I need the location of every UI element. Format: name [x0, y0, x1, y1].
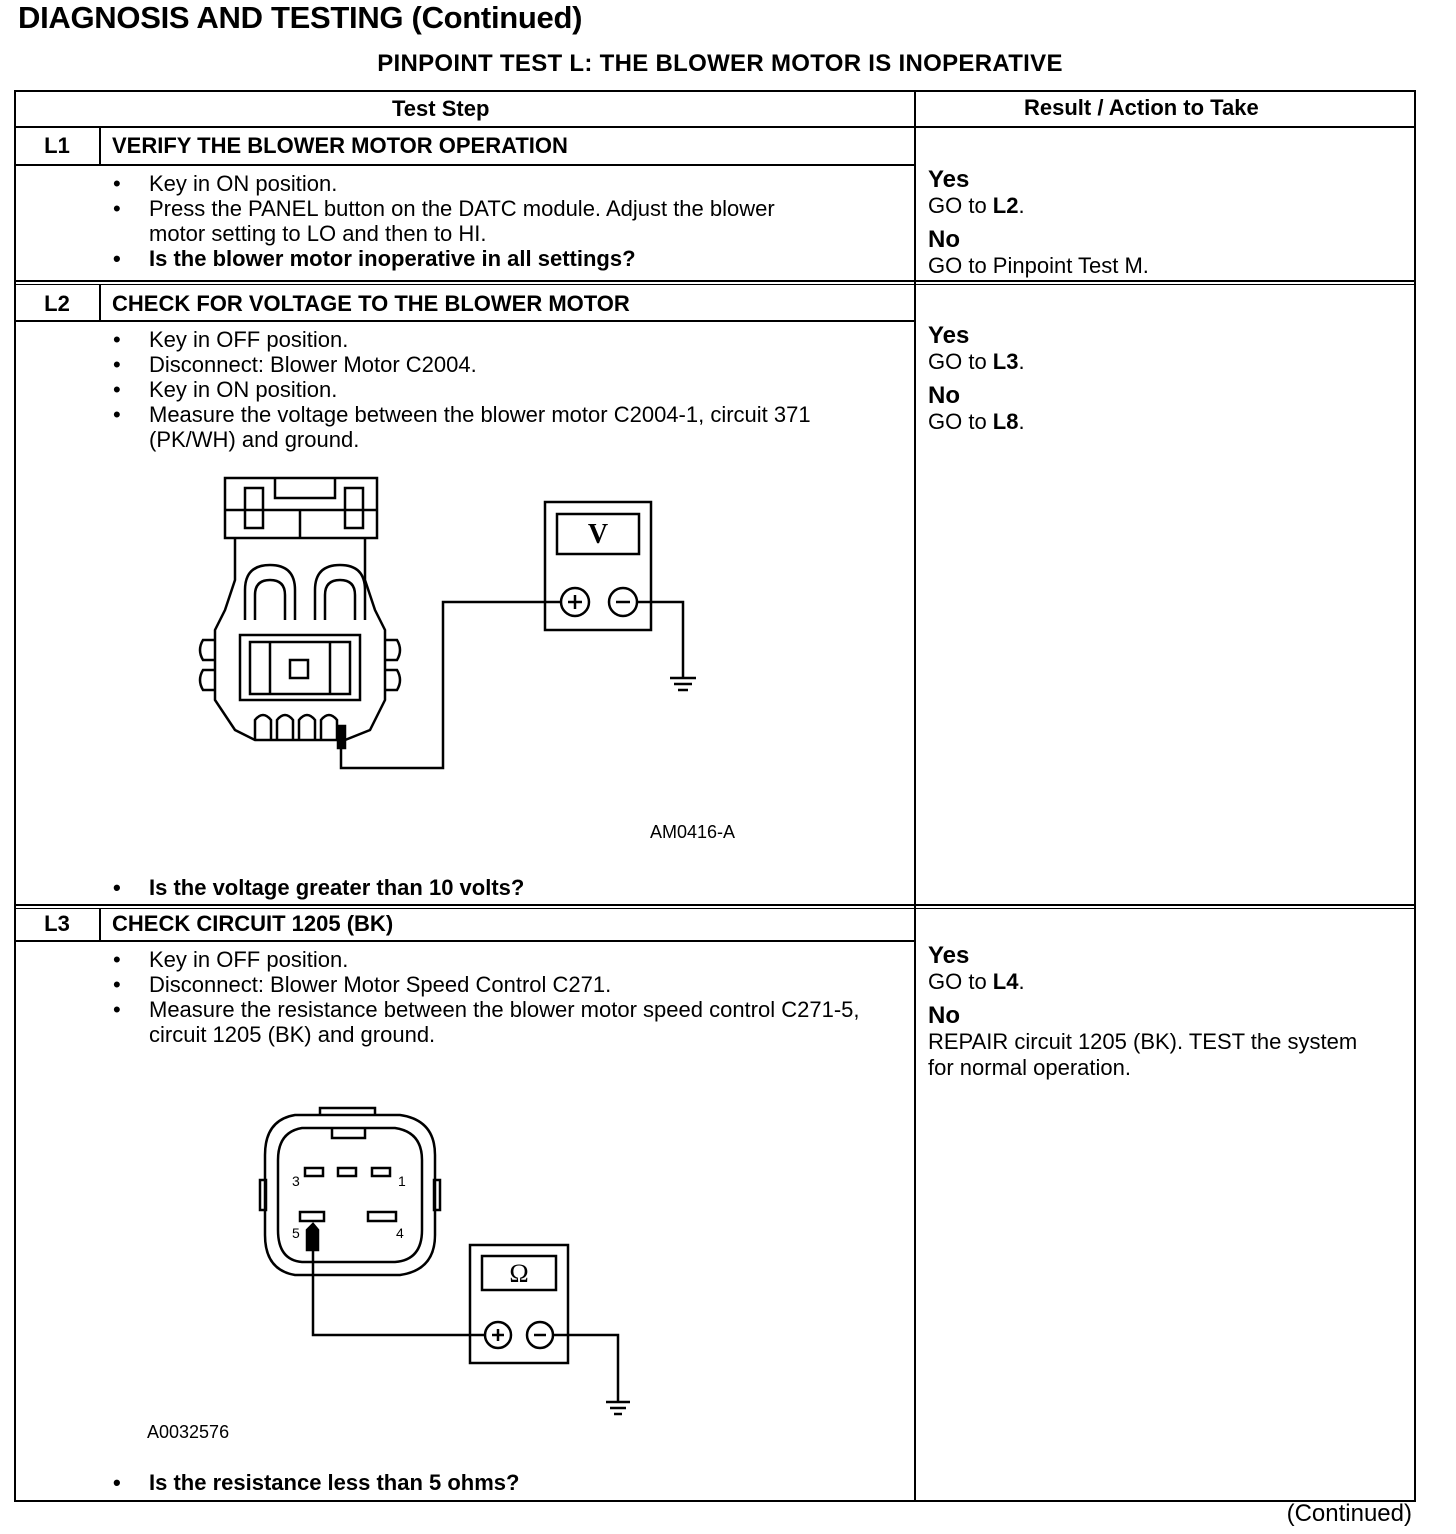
step-title: VERIFY THE BLOWER MOTOR OPERATION [112, 133, 568, 158]
instruction: • Measure the resistance between the blower motor speed control C271-5, circuit 1205 (BK) and ground. [113, 997, 883, 1047]
step-id: L1 [44, 133, 70, 158]
result-action [928, 943, 1368, 1081]
no-action: GO to Pinpoint Test M. [928, 253, 1149, 278]
instruction: • Key in OFF position. [113, 327, 853, 352]
instruction: • Key in OFF position. [113, 947, 883, 972]
no-action: REPAIR circuit 1205 (BK). TEST the system for normal operation. [928, 1029, 1358, 1080]
step-question: • Is the blower motor inoperative in all settings? [113, 246, 813, 271]
instruction: • Press the PANEL button on the DATC module. Adjust the blower motor setting to LO and then to HI. [113, 196, 813, 246]
step-instructions [113, 171, 813, 271]
step-instructions [113, 947, 883, 1047]
id-divider [99, 284, 101, 320]
yes-action: GO to L3. [928, 349, 1025, 374]
step-id: L2 [44, 291, 70, 316]
figure-code: AM0416-A [650, 822, 736, 842]
step-question: • Is the voltage greater than 10 volts? [113, 875, 524, 901]
continued-label: (Continued) [1286, 1500, 1412, 1527]
pin-label: 3 [292, 1173, 300, 1189]
instruction: • Measure the voltage between the blower motor C2004-1, circuit 371 (PK/WH) and ground. [113, 402, 853, 452]
figure-code: A0032576 [147, 1422, 230, 1442]
step-question: • Is the resistance less than 5 ohms? [113, 1470, 519, 1496]
yes-action: GO to L4. [928, 969, 1025, 994]
header-divider [14, 126, 1416, 128]
yes-label: Yes [928, 166, 970, 193]
pin-label: 5 [292, 1225, 300, 1241]
instruction: • Disconnect: Blower Motor Speed Control C271. [113, 972, 883, 997]
yes-action: GO to L2. [928, 193, 1025, 218]
no-label: No [928, 382, 960, 409]
row-divider [14, 904, 1416, 906]
instruction: • Key in ON position. [113, 171, 813, 196]
no-action: GO to L8. [928, 409, 1025, 434]
id-divider [99, 126, 101, 164]
pinpoint-test-title: PINPOINT TEST L: THE BLOWER MOTOR IS INOPERATIVE [377, 50, 1063, 77]
step-title: CHECK FOR VOLTAGE TO THE BLOWER MOTOR [112, 291, 630, 316]
no-label: No [928, 1002, 960, 1029]
row-divider [14, 280, 1416, 282]
row-divider [14, 164, 914, 166]
step-instructions [113, 327, 853, 452]
yes-label: Yes [928, 322, 970, 349]
speed-control-resistance-diagram [260, 1110, 660, 1430]
row-divider [14, 940, 914, 942]
step-title: CHECK CIRCUIT 1205 (BK) [112, 911, 394, 936]
meter-symbol-ohm: Ω [509, 1259, 529, 1288]
column-divider [914, 90, 916, 1502]
no-label: No [928, 226, 960, 253]
row-divider [14, 908, 1416, 909]
column-header-result: Result / Action to Take [1024, 95, 1259, 120]
row-divider [14, 320, 914, 322]
meter-symbol-voltage: V [587, 519, 609, 550]
pin-label: 4 [396, 1225, 404, 1241]
column-header-test-step: Test Step [392, 96, 490, 121]
yes-label: Yes [928, 942, 970, 969]
result-action [928, 167, 1149, 279]
step-id: L3 [44, 911, 70, 936]
page-title: DIAGNOSIS AND TESTING (Continued) [18, 0, 583, 35]
row-divider [14, 284, 1416, 285]
id-divider [99, 908, 101, 940]
instruction: • Disconnect: Blower Motor C2004. [113, 352, 853, 377]
pin-label: 1 [398, 1173, 406, 1189]
blower-motor-voltage-diagram [195, 470, 715, 780]
instruction: • Key in ON position. [113, 377, 853, 402]
result-action [928, 323, 1025, 435]
